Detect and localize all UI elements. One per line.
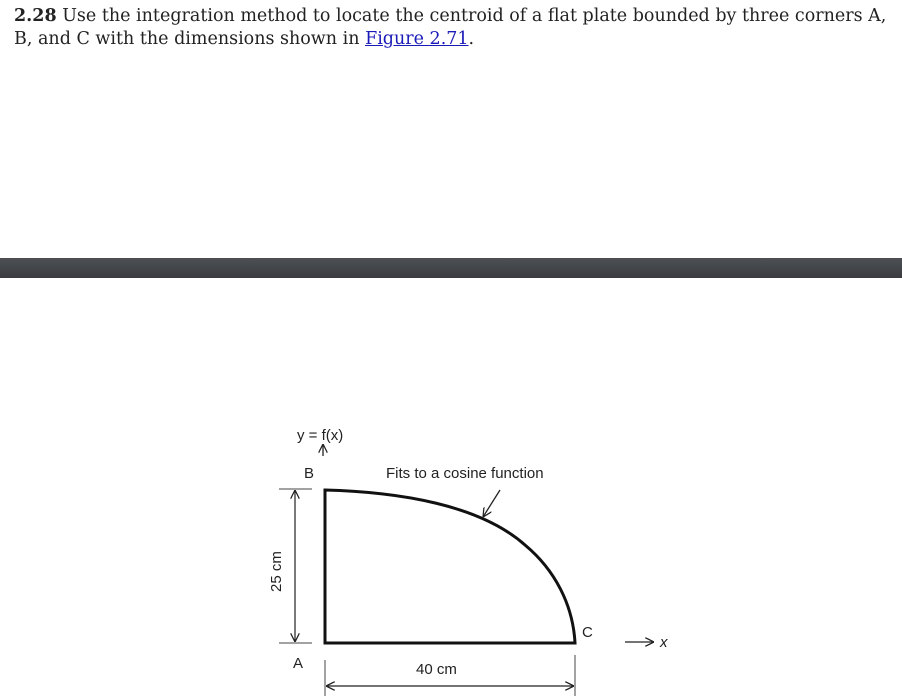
curve-pointer-arrow	[483, 490, 500, 517]
x-axis-label: x	[660, 634, 668, 651]
figure-link[interactable]: Figure 2.71	[365, 29, 469, 49]
corner-b-label: B	[304, 465, 315, 482]
height-dimension-label: 25 cm	[268, 551, 285, 592]
width-dimension-label: 40 cm	[416, 661, 457, 678]
corner-a-label: A	[293, 655, 304, 672]
curve-note: Fits to a cosine function	[386, 465, 544, 482]
problem-number: 2.28	[14, 6, 57, 26]
problem-text-end: .	[468, 29, 475, 49]
corner-c-label: C	[582, 624, 593, 641]
y-axis-label: y = f(x)	[297, 427, 344, 444]
problem-text: Use the integration method to locate the centroid of a flat plate bounded by three corners A, B, and C with the dimensions shown in	[14, 6, 887, 49]
plate-outline	[325, 490, 575, 643]
